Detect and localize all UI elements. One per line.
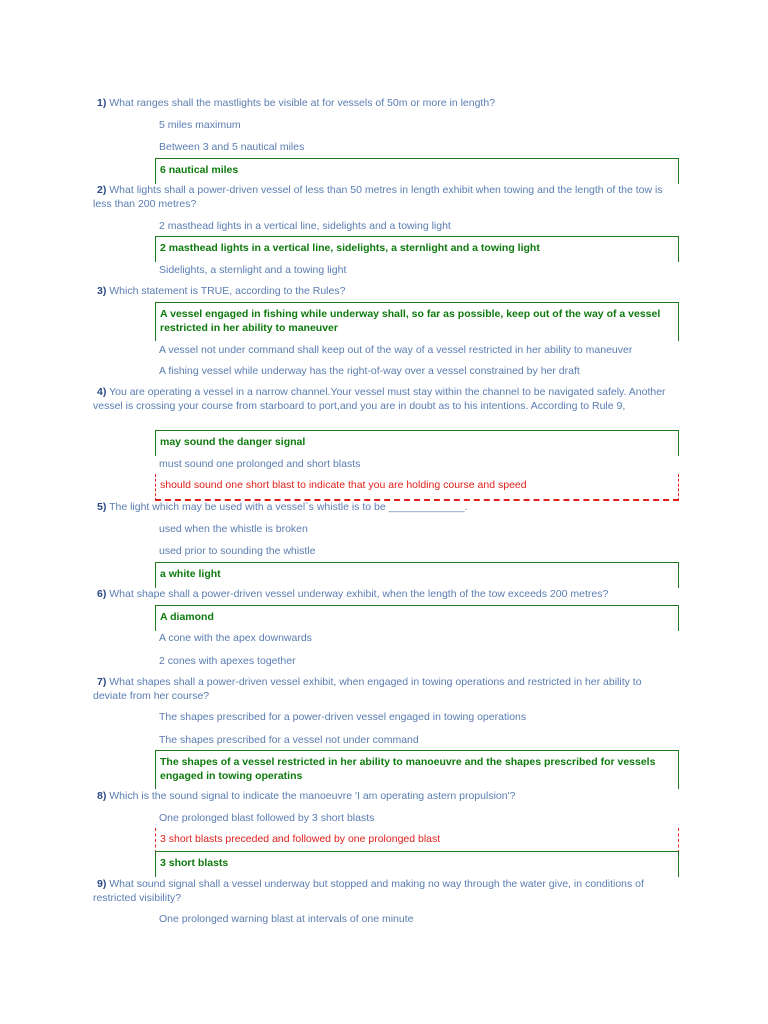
question-7 (93, 676, 675, 703)
question-8 (93, 790, 675, 804)
question-text: What sound signal shall a vessel underway but stopped and making no way through the water give, in conditions of restricted visibility? (93, 878, 644, 904)
answer-option[interactable]: 5 miles maximum (159, 119, 241, 131)
answer-option-correct[interactable]: A vessel engaged in fishing while underway shall, so far as possible, keep out of the way of a vessel restricted in her ability to maneuver (155, 302, 679, 341)
question-text: The light which may be used with a vessel`s whistle is to be _____________. (109, 501, 468, 513)
question-2 (93, 184, 675, 211)
answer-option-correct[interactable]: a white light (155, 562, 679, 588)
question-number: 2) (97, 184, 107, 196)
question-number: 3) (97, 285, 107, 297)
question-number: 6) (97, 588, 107, 600)
answer-option[interactable]: 2 cones with apexes together (159, 655, 296, 667)
question-number: 5) (97, 501, 107, 513)
question-4 (93, 386, 675, 413)
answer-option-correct[interactable]: A diamond (155, 605, 679, 631)
answer-option[interactable]: used when the whistle is broken (159, 523, 308, 535)
question-number: 7) (97, 676, 107, 688)
answer-option[interactable]: Between 3 and 5 nautical miles (159, 141, 305, 153)
answer-option[interactable]: One prolonged warning blast at intervals of one minute (159, 913, 414, 925)
question-text: What shape shall a power-driven vessel underway exhibit, when the length of the tow exceeds 200 metres? (109, 588, 609, 600)
answer-option[interactable]: A cone with the apex downwards (159, 632, 312, 644)
question-text: What shapes shall a power-driven vessel exhibit, when engaged in towing operations and restricted in her ability to deviate from her course? (93, 676, 642, 702)
question-text: What ranges shall the mastlights be visible at for vessels of 50m or more in length? (109, 97, 496, 109)
answer-option-wrong[interactable]: should sound one short blast to indicate that you are holding course and speed (155, 474, 679, 501)
answer-option-correct[interactable]: 3 short blasts (155, 851, 679, 877)
answer-option[interactable]: Sidelights, a sternlight and a towing light (159, 264, 347, 276)
question-5 (93, 501, 675, 515)
question-number: 9) (97, 878, 107, 890)
answer-option-wrong[interactable]: 3 short blasts preceded and followed by one prolonged blast (155, 828, 679, 853)
answer-option[interactable]: The shapes prescribed for a power-driven vessel engaged in towing operations (159, 711, 527, 723)
question-text: Which is the sound signal to indicate the manoeuvre 'I am operating astern propulsion'? (109, 790, 516, 802)
answer-option[interactable]: A fishing vessel while underway has the right-of-way over a vessel constrained by her draft (159, 365, 580, 377)
question-text: You are operating a vessel in a narrow channel.Your vessel must stay within the channel to be navigated safely. Another vessel is crossing your course from starboard to port,and you are in doubt as to his intentions. According to Rule 9, (93, 386, 666, 412)
question-1 (93, 97, 675, 111)
answer-option-correct[interactable]: 6 nautical miles (155, 158, 679, 184)
question-number: 8) (97, 790, 107, 802)
answer-option[interactable]: used prior to sounding the whistle (159, 545, 316, 557)
answer-option[interactable]: must sound one prolonged and short blasts (159, 458, 361, 470)
question-number: 4) (97, 386, 107, 398)
answer-option[interactable]: One prolonged blast followed by 3 short blasts (159, 812, 375, 824)
answer-option-correct[interactable]: The shapes of a vessel restricted in her ability to manoeuvre and the shapes prescribed for vessels engaged in towing operatins (155, 750, 679, 789)
question-3 (93, 285, 675, 299)
answer-option-correct[interactable]: 2 masthead lights in a vertical line, sidelights, a sternlight and a towing light (155, 236, 679, 262)
answer-option[interactable]: 2 masthead lights in a vertical line, sidelights and a towing light (159, 220, 451, 232)
answer-option-correct[interactable]: may sound the danger signal (155, 430, 679, 456)
question-text: What lights shall a power-driven vessel of less than 50 metres in length exhibit when towing and the length of the tow is less than 200 metres? (93, 184, 663, 210)
answer-option[interactable]: A vessel not under command shall keep out of the way of a vessel restricted in her ability to maneuver (159, 344, 633, 356)
question-9 (93, 878, 675, 905)
question-6 (93, 588, 675, 602)
answer-option[interactable]: The shapes prescribed for a vessel not under command (159, 734, 419, 746)
question-text: Which statement is TRUE, according to the Rules? (109, 285, 346, 297)
question-number: 1) (97, 97, 107, 109)
